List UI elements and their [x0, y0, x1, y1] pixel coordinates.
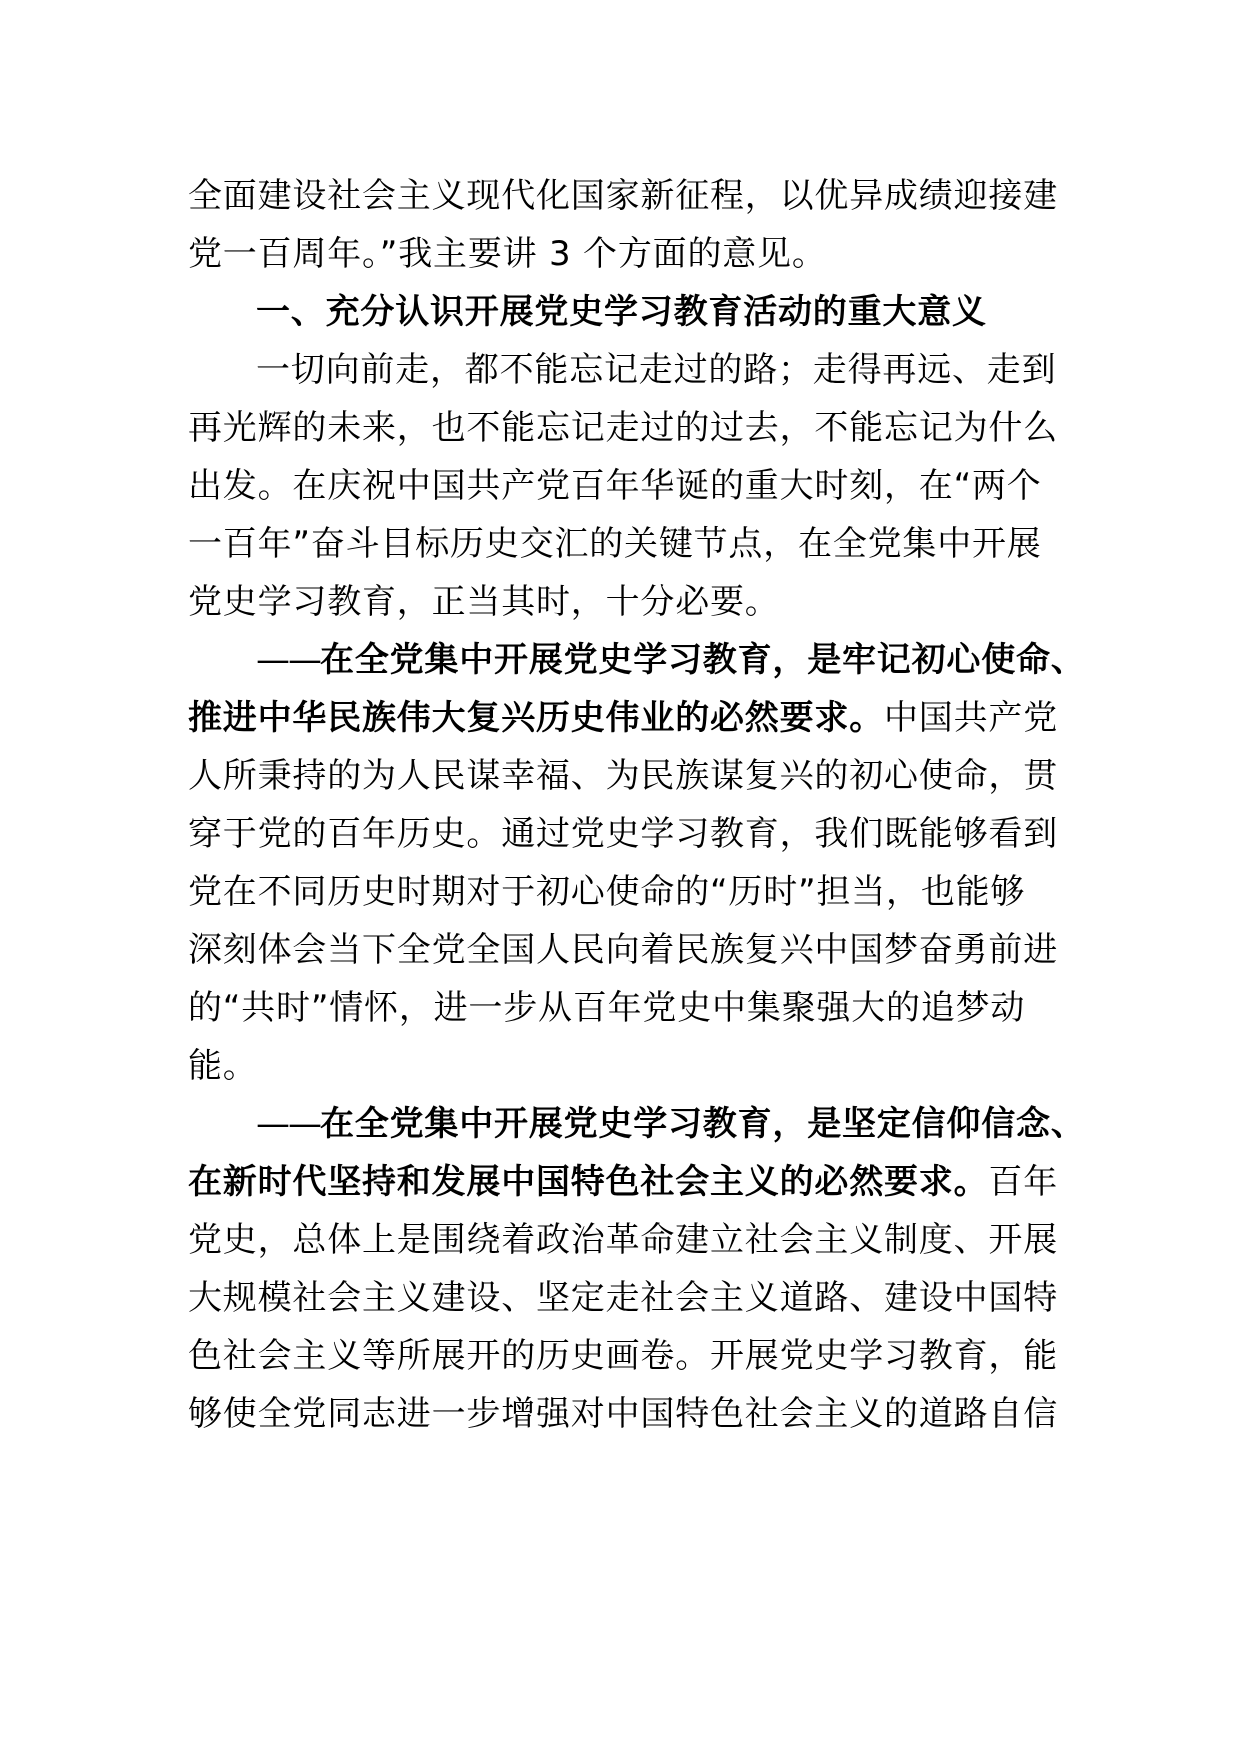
paragraph-line: 党史学习教育，正当其时，十分必要。: [188, 582, 780, 622]
paragraph-line: 全面建设社会主义现代化国家新征程，以优异成绩迎接建: [188, 176, 1058, 216]
em-dash: ——: [256, 1104, 320, 1144]
paragraph-line: 出发。在庆祝中国共产党百年华诞的重大时刻，在“两个: [188, 466, 1042, 506]
body-text: 百年: [988, 1162, 1059, 1202]
paragraph-line: [256, 630, 1086, 690]
paragraph-line: 够使全党同志进一步增强对中国特色社会主义的道路自信: [188, 1394, 1058, 1434]
paragraph-line: 大规模社会主义建设、坚定走社会主义道路、建设中国特: [188, 1278, 1058, 1318]
paragraph-line: 党史，总体上是围绕着政治革命建立社会主义制度、开展: [188, 1220, 1058, 1260]
paragraph-line: 深刻体会当下全党全国人民向着民族复兴中国梦奋勇前进: [188, 930, 1058, 970]
bold-lead: 在全党集中开展党史学习教育，是坚定信仰信念、: [320, 1104, 1086, 1144]
paragraph-line: 色社会主义等所展开的历史画卷。开展党史学习教育，能: [188, 1336, 1058, 1376]
paragraph-line: 党一百周年。”我主要讲 3 个方面的意见。: [188, 234, 827, 274]
paragraph-line: 穿于党的百年历史。通过党史学习教育，我们既能够看到: [188, 814, 1058, 854]
em-dash: ——: [256, 640, 320, 680]
paragraph-line: 能。: [188, 1046, 258, 1086]
bold-lead: 在新时代坚持和发展中国特色社会主义的必然要求。: [188, 1162, 989, 1202]
paragraph-line: [256, 1094, 1086, 1154]
paragraph-line: 一百年”奋斗目标历史交汇的关键节点，在全党集中开展: [188, 524, 1042, 564]
bold-lead: 在全党集中开展党史学习教育，是牢记初心使命、: [320, 640, 1086, 680]
paragraph-line: 再光辉的未来，也不能忘记走过的过去，不能忘记为什么: [188, 408, 1058, 448]
paragraph-line: 一切向前走，都不能忘记走过的路；走得再远、走到: [256, 350, 1057, 390]
paragraph-line: 党在不同历史时期对于初心使命的“历时”担当，也能够: [188, 872, 1026, 912]
paragraph-line: [188, 688, 1058, 748]
paragraph-line: 人所秉持的为人民谋幸福、为民族谋复兴的初心使命，贯: [188, 756, 1058, 796]
body-text: 中国共产党: [884, 698, 1058, 738]
paragraph-line: [188, 1152, 1058, 1212]
bold-lead: 推进中华民族伟大复兴历史伟业的必然要求。: [188, 698, 884, 738]
section-heading: 一、充分认识开展党史学习教育活动的重大意义: [256, 292, 987, 332]
paragraph-line: 的“共时”情怀，进一步从百年党史中集聚强大的追梦动: [188, 988, 1026, 1028]
